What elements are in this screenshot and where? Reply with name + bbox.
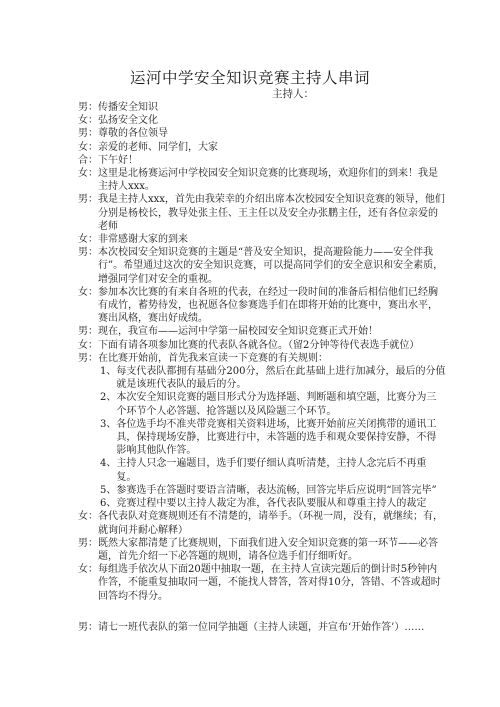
speaker-label: 女： [78,339,98,351]
rule-text: 各位选手均不准夹带竞赛相关资料进场，比赛开始前应关闭携带的通讯工具，保持现场安静，比赛进行中，未答题的选手和观众要保持安静，不得影响其他队作答。 [116,418,437,457]
rule-item [100,391,446,417]
dialogue-line [78,352,446,365]
dialogue-text: 下面有请各项参加比赛的代表队各就各位。（留2分钟等待代表选手就位） [98,339,420,351]
dialogue-text: 请七一班代表队的第一位同学抽题（主持人读题，并宣布‘开始作答’）…… [98,621,425,633]
dialogue-line [78,510,446,536]
dialogue-line [78,141,446,154]
dialogue-text: 我是主持人xxx，首先由我荣幸的介绍出席本次校园安全知识竞赛的领导，他们分别是杨校长，教导处张主任、王主任以及安全办张鹏主任，还有各位亲爱的老师 [98,194,445,232]
rule-item [100,497,446,510]
host-label: 主持人： [272,88,314,100]
rule-number: 2、 [100,392,117,404]
dialogue-text: 弘扬安全文化 [98,115,158,127]
dialogue-text: 参加本次比赛的有来自各班的代表，在经过一段时间的准备后相信他们已经胸有成竹，蓄势待发，也祝愿各位参赛选手们在即将开始的比赛中，赛出水平，赛出风格，赛出好成绩。 [98,286,438,325]
dialogue-text: 非常感谢大家的到来 [98,234,188,246]
rule-text: 竞赛过程中要以主持人裁定为准，各代表队要服从和尊重主持人的裁定 [116,498,427,510]
dialogue-text: 现在，我宣布——运河中学第一届校园安全知识竞赛正式开始！ [98,326,378,338]
dialogue-text: 这里是北杨赛运河中学校园安全知识竞赛的比赛现场，欢迎你们的到来！我是主持人xxx。 [98,168,438,193]
dialogue-line [78,167,446,193]
document-title: 运河中学安全知识竞赛主持人串词 [129,69,370,87]
speaker-label: 男： [78,128,98,140]
rule-text: 主持人只念一遍题目，选手们要仔细认真听清楚，主持人念完后不再重复。 [116,458,427,483]
speaker-label: 男： [78,352,98,364]
speaker-label: 女： [78,286,98,298]
dialogue-line [78,286,446,326]
rule-item [100,484,446,497]
speaker-label: 男： [78,537,98,549]
dialogue-text: 本次校园安全知识竞赛的主题是“普及安全知识，提高避险能力——安全伴我行”。希望通过这次的安全知识竞赛，可以提高同学们的安全意识和安全素质，增强同学们对安全的重视。 [98,247,444,285]
rule-text: 本次安全知识竞赛的题目形式分为选择题、判断题和填空题，比赛分为三个环节个人必答题、抢答题以及风险题三个环节。 [116,392,437,417]
dialogue-line [78,101,446,114]
dialogue-text: 每组选手依次从下面20题中抽取一题，在主持人宣读完题后的倒计时5秒钟内作答，不能重复抽取同一题，不能找人替答，答对得10分，答错、不答或超时回答均不得分。 [98,564,441,602]
speaker-label: 男： [78,102,98,113]
dialogue-text: 在比赛开始前，首先我来宣读一下竞赛的有关规则： [98,352,328,364]
rule-text: 每支代表队都拥有基础分200分，然后在此基础上进行加减分，最后的分值就是该班代表队的最后的分。 [116,366,446,391]
speaker-label: 男： [78,194,98,206]
speaker-label: 男： [78,247,98,259]
rule-item [100,418,446,458]
dialogue-line [78,154,446,167]
speaker-label: 女： [78,564,98,576]
speaker-label: 女： [78,141,98,153]
speaker-label: 女： [78,511,98,523]
dialogue-line [78,127,446,140]
rule-number: 6、 [100,498,117,510]
speaker-label: 女： [78,115,98,127]
document-body [78,101,446,634]
dialogue-line [78,563,446,603]
dialogue-line [78,537,446,563]
dialogue-text: 既然大家都清楚了比赛规则，下面我们进入安全知识竞赛的第一环节——必答题，首先介绍一下必答题的规则，请各位选手们仔细听好。 [98,537,438,562]
dialogue-text: 亲爱的老师、同学们，大家 [98,141,218,153]
dialogue-line [78,246,446,286]
speaker-label: 男： [78,621,98,633]
rule-text: 参赛选手在答题时要语言清晰，表达流畅，回答完毕后应说明“回答完毕” [116,484,437,496]
dialogue-line [78,114,446,127]
dialogue-text: 传播安全知识 [98,102,158,113]
speaker-label: 女： [78,234,98,246]
rule-number: 1、 [100,366,117,378]
rule-item [100,457,446,483]
dialogue-text: 尊敬的各位领导 [98,128,168,140]
speaker-label: 合： [78,154,98,166]
speaker-label: 男： [78,326,98,338]
rule-number: 3、 [100,418,117,430]
rule-number: 4、 [100,458,117,470]
speaker-label: 女： [78,168,98,180]
rule-number: 5、 [100,484,117,496]
dialogue-line [78,325,446,338]
dialogue-line [78,233,446,246]
dialogue-line [78,339,446,352]
dialogue-line [78,193,446,233]
dialogue-line [78,621,446,634]
paragraph-gap [78,603,446,621]
dialogue-text: 各代表队对竞赛规则还有不清楚的，请举手。（环视一周，没有，就继续；有，就询问并耐心解释） [98,511,443,536]
dialogue-text: 下午好！ [98,154,138,166]
rule-item [100,365,446,391]
